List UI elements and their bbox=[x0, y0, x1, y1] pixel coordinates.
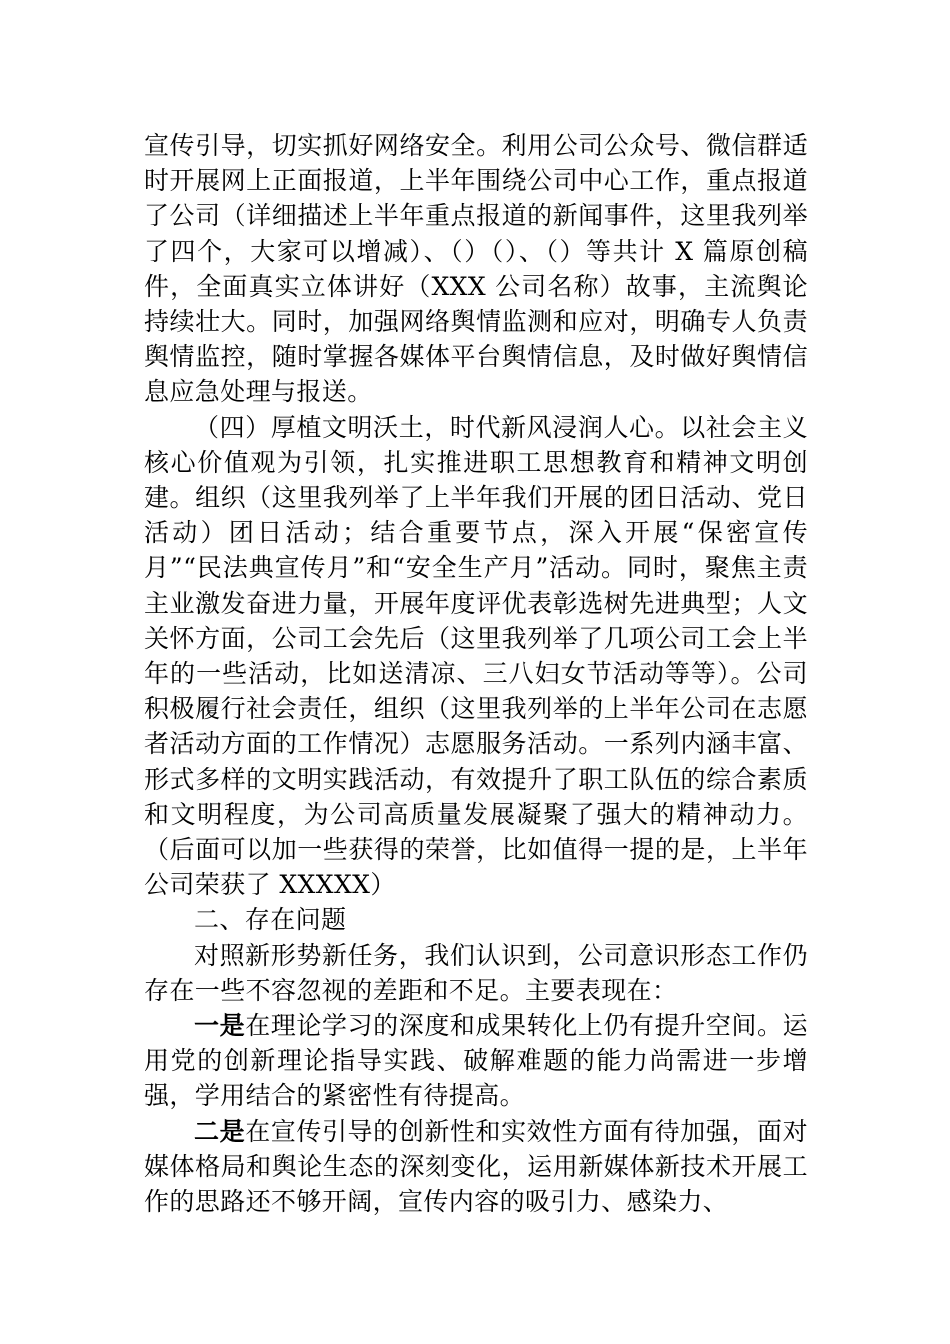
paragraph-network-security: 宣传引导，切实抓好网络安全。利用公司公众号、微信群适时开展网上正面报道，上半年围绕公司中心工作，重点报道了公司（详细描述上半年重点报道的新闻事件，这里我列举了四个，大家可以增减）、（）（）、（）等共计 X 篇原创稿件，全面真实立体讲好（XXX 公司名称）故事，主流舆论持续壮大。同时，加强网络舆情监测和应对，明确专人负责舆情监控，随时掌握各媒体平台舆情信息，及时做好舆情信息应急处理与报送。 bbox=[144, 131, 808, 407]
problem-one-body: 在理论学习的深度和成果转化上仍有提升空间。运用党的创新理论指导实践、破解难题的能力尚需进一步增强，学用结合的紧密性有待提高。 bbox=[144, 1011, 808, 1111]
paragraph-problem-two bbox=[144, 1114, 808, 1220]
paragraph-problem-one bbox=[144, 1008, 808, 1114]
section-heading-problems: 二、存在问题 bbox=[194, 905, 347, 935]
problem-one-lead: 一是 bbox=[194, 1011, 246, 1041]
paragraph-problems-intro: 对照新形势新任务，我们认识到，公司意识形态工作仍存在一些不容忽视的差距和不足。主要表现在： bbox=[144, 940, 808, 1005]
paragraph-civilization: （四）厚植文明沃土，时代新风浸润人心。以社会主义核心价值观为引领，扎实推进职工思想教育和精神文明创建。组织（这里我列举了上半年我们开展的团日活动、党日活动）团日活动；结合重要节点，深入开展“保密宣传月”“民法典宣传月”和“安全生产月”活动。同时，聚焦主责主业激发奋进力量，开展年度评优表彰选树先进典型；人文关怀方面，公司工会先后（这里我列举了几项公司工会上半年的一些活动，比如送清凉、三八妇女节活动等等）。公司积极履行社会责任，组织（这里我列举的上半年公司在志愿者活动方面的工作情况）志愿服务活动。一系列内涵丰富、形式多样的文明实践活动，有效提升了职工队伍的综合素质和文明程度，为公司高质量发展凝聚了强大的精神动力。（后面可以加一些获得的荣誉，比如值得一提的是，上半年公司荣获了 XXXXX） bbox=[144, 412, 808, 900]
problem-two-body: 在宣传引导的创新性和实效性方面有待加强，面对媒体格局和舆论生态的深刻变化，运用新媒体新技术开展工作的思路还不够开阔，宣传内容的吸引力、感染力、 bbox=[144, 1116, 808, 1217]
document-body bbox=[144, 128, 808, 1219]
problem-two-lead: 二是 bbox=[194, 1116, 246, 1146]
